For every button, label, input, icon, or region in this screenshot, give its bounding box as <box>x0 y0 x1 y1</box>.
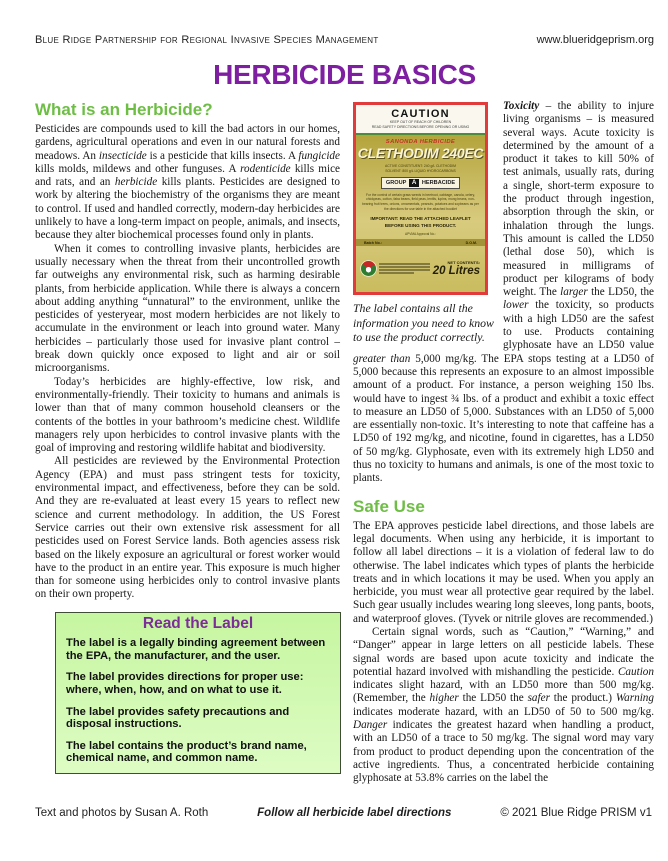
group-letter-badge: A <box>409 179 419 187</box>
batch-band <box>356 239 485 246</box>
footer-tagline: Follow all herbicide label directions <box>257 807 452 819</box>
paragraph: Pesticides are compounds used to kill the bad actors in our homes, gardens, agricultural operations and even in our natural forests and meadows. An insecticide is a pesticide that kills insects. A fungicide kills molds, mildews and other funguses. A rodenticide kills mice and rats, and an herbicide kills plants. Pesticides are designed to work by altering the biochemistry of the organisms they are meant to control. If used and handled correctly, modern-day herbicides are unlikely to have a long-term impact on people, animals, and insects, because they alter biochemical processes found only in plants. <box>35 123 340 242</box>
figure-caption: The label contains all the information you need to know to use the product correctly. <box>353 301 494 345</box>
callout-item: The label provides safety precautions and disposal instructions. <box>66 705 290 731</box>
approval-number-line: APVMA Approval No.: <box>404 232 436 237</box>
manufacturer-address-lines <box>379 263 430 273</box>
net-contents <box>433 260 480 277</box>
paragraph: The EPA approves pesticide label directions, and those labels are legal documents. When using any herbicide, it is important to follow all label directions – it is a violation of federal law to do otherwise. The label indicates which types of plants the herbicide treats and in which locations it may be used. When you apply an herbicide, you must wear all protective gear required by the label. Such gear usually includes wearing long sleeves, long pants, boots, and waterproof gloves. (Tyvek or nitrile gloves are recommended.) <box>353 519 654 625</box>
caution-word: CAUTION <box>391 108 450 120</box>
label-main-panel <box>356 133 485 293</box>
group-kind: HERBACIDE <box>421 179 456 186</box>
organization-name: Blue Ridge Partnership for Regional Invasive Species Management <box>35 34 379 46</box>
website-url: www.blueridgeprism.org <box>536 34 654 46</box>
paragraph: Certain signal words, such as “Caution,” “Warning,” and “Danger” appear in large letters on all pesticide labels. These signal words are based upon acute toxicity and indicate the potential hazard involved with mishandling the pesticide. Caution indicates slight hazard, with an LD50 more than 500 mg/kg. (Remember, the higher the LD50 the safer the product.) Warning indicates moderate hazard, with an LD50 of 50 to 500 mg/kg. Danger indicates the greatest hazard when handling a product, with an LD50 of a trace to 50 mg/kg. The signal word may vary from product to product depending upon the concentration of the active ingredients. Thus, a concentrated herbicide containing glyphosate at 53.8% carries on the label the <box>353 625 654 785</box>
section-heading-safe-use: Safe Use <box>353 496 425 516</box>
label-bottom-row <box>356 246 485 292</box>
copyright-notice: © 2021 Blue Ridge PRISM v1 <box>500 807 652 819</box>
group-word: GROUP <box>385 179 407 186</box>
left-column <box>35 100 340 774</box>
page-title: HERBICIDE BASICS <box>213 59 476 90</box>
solvent-line: SOLVENT: 800 g/L LIQUID HYDROCARBONS <box>385 168 456 173</box>
callout-heading: Read the Label <box>142 614 254 632</box>
paragraph: All pesticides are reviewed by the Environmental Protection Agency (EPA) and must pass stringent tests for toxicity, environmental impact, and effectiveness, before they can be sold. And they are re-evaluated at least every 15 years to reflect new science and current methodology. In addition, the US Forest Service carries out their own extensive risk assessment for all pesticides used on Forest Service lands. Both agencies assess risk based on the likely exposure an agricultural or forest worker would have to the product in an entire year. This exposure is much higher than for someone using herbicides only to control invasive plants on their own property. <box>35 455 340 601</box>
active-constituent-line: ACTIVE CONSTITUENT: 240 g/L CLETHODIM <box>385 163 456 168</box>
batch-number-label: Batch No.: <box>364 240 382 245</box>
important-notice: IMPORTANT: READ THE ATTACHED LEAFLET BEFORE USING THIS PRODUCT. <box>370 215 471 228</box>
page-footer <box>35 807 652 819</box>
brand-line: SANONDA HERBICIDE <box>385 138 456 145</box>
callout-item: The label is a legally binding agreement between the EPA, the manufacturer, and the user. <box>66 637 326 662</box>
section-heading-what-is-an-herbicide: What is an Herbicide? <box>35 100 213 119</box>
net-contents-value: 20 Litres <box>432 265 480 278</box>
fine-print: For the control of certain grass weeds in beetroot, cabbage, canola, celery, chickpeas, cotton, faba beans, field peas, lentils, lupins, mung beans, non-bearing fruit trees, onions, ornamentals, peanuts, potatoes and soybeans as per the directions for use table in the attached booklet <box>362 192 479 212</box>
right-column <box>353 100 654 786</box>
paragraph: Toxicity – the ability to injure living organisms – is measured several ways. Acute toxicity is determined by the amount of a product it takes to kill 50% of test animals, usually rats, during a single, short-term exposure to the product through ingestion, absorption through the skin, or inhalation through the lungs. This amount is called the LD50 (lethal dose 50), which is measured in milligrams of product per kilograms of body weight. The larger the LD50, the lower the toxicity, so products with a high LD50 are the safest to use. Products containing glyphosate have an LD50 value greater than 5,000 mg/kg. The EPA stops testing at a LD50 of 5,000 because this represents an exposure to an almost impossible amount of a product. For instance, a person weighing 150 lbs. would have to ingest ¾ lbs. of a product and exhibit a toxic effect to measure an LD50 of 5,000. Substances with an LD50 of 5,000 are essentially non-toxic. It’s interesting to note that caffeine has a LD50 of 192 mg/kg, and nicotine, found in cigarettes, has a LD50 of 50 mg/kg. Glyphosate, even with its extremely high LD50 and thus no toxicity to humans and animals, is one of the most toxic to plants. <box>353 100 655 485</box>
callout-item: The label contains the product’s brand name, chemical name, and common name. <box>66 739 307 765</box>
herbicide-label-figure <box>353 102 494 345</box>
page-header <box>35 34 654 46</box>
warning-line: KEEP OUT OF REACH OF CHILDREN <box>389 120 452 124</box>
paragraph: Today’s herbicides are highly-effective, low risk, and environmentally-friendly. Their toxicity to humans and animals is lower than that of many common household cleansers or the contents of the bottles in your bathroom’s medicine chest. Wildlife managers rely upon herbicides to control invasive plants with the goal of improving and restoring wildlife habitat and biodiversity. <box>35 375 340 455</box>
read-the-label-callout-box <box>55 612 341 774</box>
content-columns <box>35 100 654 786</box>
paragraph: When it comes to controlling invasive plants, herbicides are usually necessary when the threat from their uncontrolled growth far outweighs any environmental risk, such as harming desirable plants, from herbicide application. While there is always a concern about adding anything “unnatural” to the environment, unlike the pesticides of yesteryear, most modern herbicides are not likely to accumulate in the environment or leach into ground water. Many herbicides – particularly those used for invasive plant control – break down quickly once exposed to light and air or soil microorganisms. <box>35 242 340 375</box>
author-credit: Text and photos by Susan A. Roth <box>35 807 209 819</box>
label-caution-panel <box>356 105 485 133</box>
sanonda-logo-icon <box>361 261 376 276</box>
group-badge <box>381 177 460 189</box>
product-name: CLETHODIM 240EC <box>357 144 484 161</box>
net-contents-label: NET CONTENTS: <box>447 260 480 266</box>
warning-line: READ SAFETY DIRECTIONS BEFORE OPENING OR USING <box>371 125 470 130</box>
date-of-manufacture-label: D.O.M. <box>465 240 477 245</box>
callout-item: The label provides directions for proper use: where, when, how, and on what to use it. <box>66 671 304 697</box>
herbicide-label-image <box>353 102 488 295</box>
